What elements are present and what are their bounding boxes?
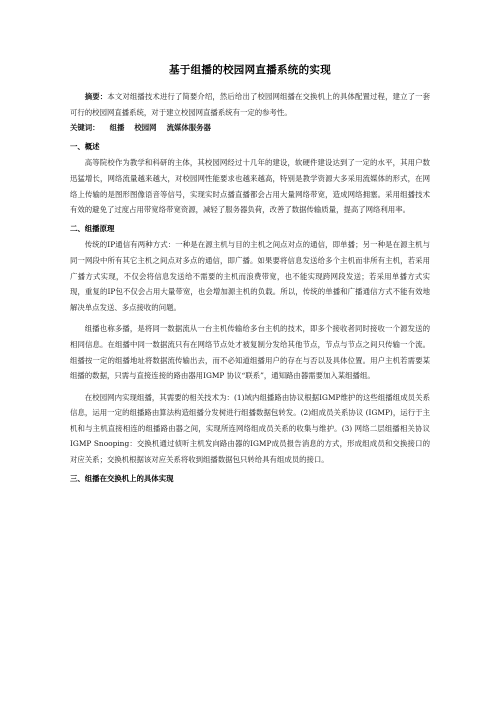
principle-paragraph-1: 传统的IP通信有两种方式：一种是在源主机与目的主机之间点对点的通信，即单播；另一种是在源主机与同一网段中所有其它主机之间点对多点的通信，即广播。如果要将信息发送给多个主机而非所有主机，若采用广播方式实现，不仅会将信息发送给不需要的主机而浪费带宽，也不能实现跨网段发送；若采用单播方式实现，重复的IP包不仅会占用大量带宽，也会增加源主机的负载。所以，传统的单播和广播通信方式不能有效地解决单点发送、多点接收的问题。 — [70, 240, 430, 312]
keyword-3: 流媒体服务器 — [166, 123, 211, 133]
keywords — [70, 120, 430, 136]
overview-paragraph: 高等院校作为教学和科研的主体，其校园网经过十几年的建设，软硬件建设达到了一定的水平，其用户数迅猛增长，网络流量越来越大，对校园网性能要求也越来越高，特别是教学资源大多采用流媒体的形式，在网络上传输的是图形图像语音等信号，实现实时点播直播都会占用大量网络带宽，造成网络拥塞。采用组播技术有效的避免了过度占用带宽络带宽资源，减轻了服务器负荷，改善了数据传输质量，提高了网络利用率。 — [70, 158, 430, 215]
section-heading-overview: 一、概述 — [70, 141, 100, 151]
keywords-label: 关键词： — [70, 123, 100, 133]
abstract — [70, 89, 430, 120]
principle-paragraph-3: 在校园网内实现组播，其需要的相关技术为：(1)域内组播路由协议根据IGMP维护的这些组播组成员关系信息，运用一定的组播路由算法构造组播分发树进行组播数据包转发。(2)组成员关系协议 (IGMP)，运行于主机和与主机直接相连的组播路由器之间，实现所连网络组成员关系的收集与维护。(3) 网络二层组播相关协议IGMP Snooping：交换机通过侦听主机发向路由器的IGMP成员报告消息的方式，形成组成员和交换接口的对应关系；交换机根据该对应关系将收到组播数据包只转给具有组成员的接口。 — [70, 392, 430, 465]
paper-title: 基于组播的校园网直播系统的实现 — [169, 64, 331, 76]
principle-paragraph-2: 组播也称多播，是将同一数据流从一台主机传输给多台主机的技术，即多个接收者同时接收一个源发送的相同信息。在组播中同一数据流只有在网络节点处才被复制分发给其他节点，节点与节点之间只传输一个流。组播按一定的组播地址将数据流传输出去，而不必知道组播用户的存在与否以及具体位置。用户主机若需要某组播的数据，只需与直接连接的路由器用IGMP 协议“联系”，通知路由器需要加入某组播组。 — [70, 324, 430, 381]
abstract-label: 摘要： — [84, 92, 108, 101]
abstract-text: 本文对组播技术进行了简要介绍，然后给出了校园网组播在交换机上的具体配置过程，建立了一套可行的校园网直播系统，对于建立校园网直播系统有一定的参考性。 — [70, 92, 430, 117]
document-page — [70, 62, 430, 487]
keyword-1: 组播 — [109, 123, 125, 133]
section-heading-implementation: 三、组播在交换机上的具体实现 — [70, 473, 174, 483]
section-heading-principle: 二、组播原理 — [70, 223, 115, 233]
keyword-2: 校园网 — [134, 123, 157, 133]
